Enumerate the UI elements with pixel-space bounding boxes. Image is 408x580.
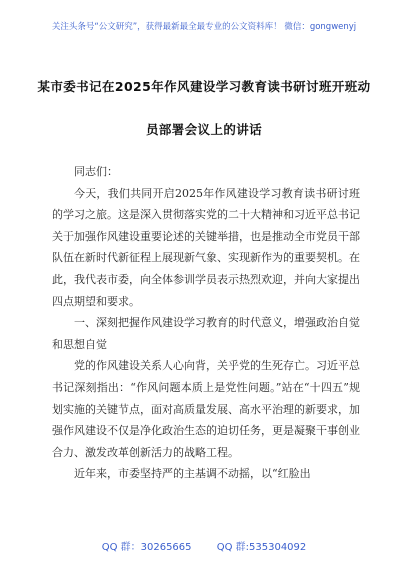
section-heading: 一、深刻把握作风建设学习教育的时代意义，增强政治自觉和思想自觉: [52, 316, 360, 351]
document-body: [52, 161, 360, 485]
document-title-line-2: 员部署会议上的讲话: [145, 122, 263, 137]
document-title-line-1: 某市委书记在2025年作风建设学习教育读书研讨班开班动: [37, 79, 371, 94]
header-note: 关注头条号“公文研究”，获得最新最全最专业的公文资料库！ 微信：gongwenyj: [51, 22, 357, 32]
paragraph: 党的作风建设关系人心向背，关乎党的生死存亡。习近平总书记深刻指出：“作风问题本质上是党性问题。”站在“十四五”规划实施的关键节点，面对高质量发展、高水平治理的新要求，加强作风建设不仅是净化政治生态的迫切任务，更是凝聚干事创业合力、激发改革创新活力的战略工程。: [52, 359, 360, 459]
footer: [0, 538, 408, 553]
salutation: 同志们：: [74, 165, 118, 178]
paragraph: 近年来，市委坚持严的主基调不动摇，以“红脸出: [74, 467, 311, 481]
paragraph: 今天，我们共同开启2025年作风建设学习教育读书研讨班的学习之旅。这是深入贯彻落实党的二十大精神和习近平总书记关于加强作风建设重要论述的关键举措，也是推动全市党员干部队伍在新时代新征程上展现新气象、实现新作为的重要契机。在此，我代表市委，向全体参训学员表示热烈欢迎，并向大家提出四点期望和要求。: [52, 186, 360, 308]
footer-qq-group-1: QQ 群：30265665: [101, 542, 192, 553]
footer-qq-group-2: QQ 群:535304092: [216, 542, 307, 553]
